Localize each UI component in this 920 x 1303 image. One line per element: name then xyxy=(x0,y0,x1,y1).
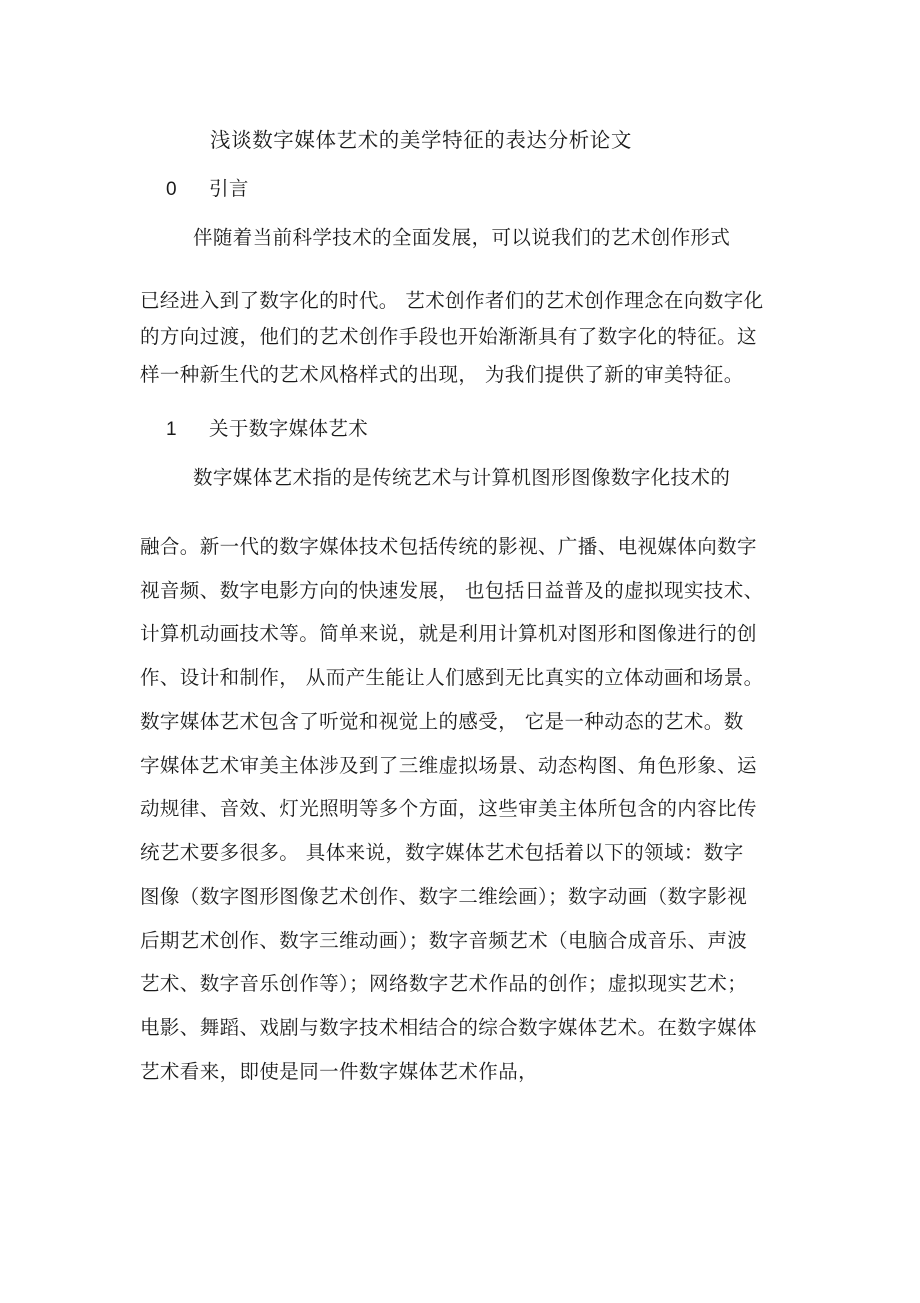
section-0-line-2: 已经进入到了数字化的时代。 艺术创作者们的艺术创作理念在向数字化 xyxy=(140,289,764,312)
section-1-line-6: 数字媒体艺术包含了听觉和视觉上的感受， 它是一种动态的艺术。数 xyxy=(140,710,744,733)
document-title: 浅谈数字媒体艺术的美学特征的表达分析论文 xyxy=(210,128,632,152)
section-0-number: 0 xyxy=(166,179,177,200)
section-1-line-1: 数字媒体艺术指的是传统艺术与计算机图形图像数字化技术的 xyxy=(193,466,731,489)
section-1-line-2: 融合。新一代的数字媒体技术包括传统的影视、广播、电视媒体向数字 xyxy=(140,535,757,558)
section-1-line-13: 电影、舞蹈、戏剧与数字技术相结合的综合数字媒体艺术。在数字媒体 xyxy=(140,1016,757,1039)
section-1-line-9: 统艺术要多很多。 具体来说，数字媒体艺术包括着以下的领域：数字 xyxy=(140,841,744,864)
section-0-heading: 引言 xyxy=(209,177,249,200)
section-1-line-5: 作、设计和制作， 从而产生能让人们感到无比真实的立体动画和场景。 xyxy=(140,666,764,689)
section-0-line-4: 样一种新生代的艺术风格样式的出现， 为我们提供了新的审美特征。 xyxy=(140,363,744,386)
section-1-line-7: 字媒体艺术审美主体涉及到了三维虚拟场景、动态构图、角色形象、运 xyxy=(140,754,757,777)
section-0-line-1: 伴随着当前科学技术的全面发展，可以说我们的艺术创作形式 xyxy=(193,226,731,249)
section-1-line-11: 后期艺术创作、数字三维动画）；数字音频艺术（电脑合成音乐、声波 xyxy=(140,929,748,952)
section-1-line-4: 计算机动画技术等。简单来说，就是利用计算机对图形和图像进行的创 xyxy=(140,622,757,645)
section-0-line-3: 的方向过渡，他们的艺术创作手段也开始渐渐具有了数字化的特征。这 xyxy=(140,325,757,348)
section-1-line-8: 动规律、音效、灯光照明等多个方面，这些审美主体所包含的内容比传 xyxy=(140,797,757,820)
section-1-number: 1 xyxy=(166,419,177,440)
section-1-heading: 关于数字媒体艺术 xyxy=(209,417,369,440)
section-1-line-3: 视音频、数字电影方向的快速发展， 也包括日益普及的虚拟现实技术、 xyxy=(140,579,764,602)
section-1-line-14: 艺术看来，即使是同一件数字媒体艺术作品， xyxy=(140,1060,539,1083)
section-1-line-10: 图像（数字图形图像艺术创作、数字二维绘画）；数字动画（数字影视 xyxy=(140,885,748,908)
section-1-line-12: 艺术、数字音乐创作等）；网络数字艺术作品的创作；虚拟现实艺术； xyxy=(140,972,748,995)
